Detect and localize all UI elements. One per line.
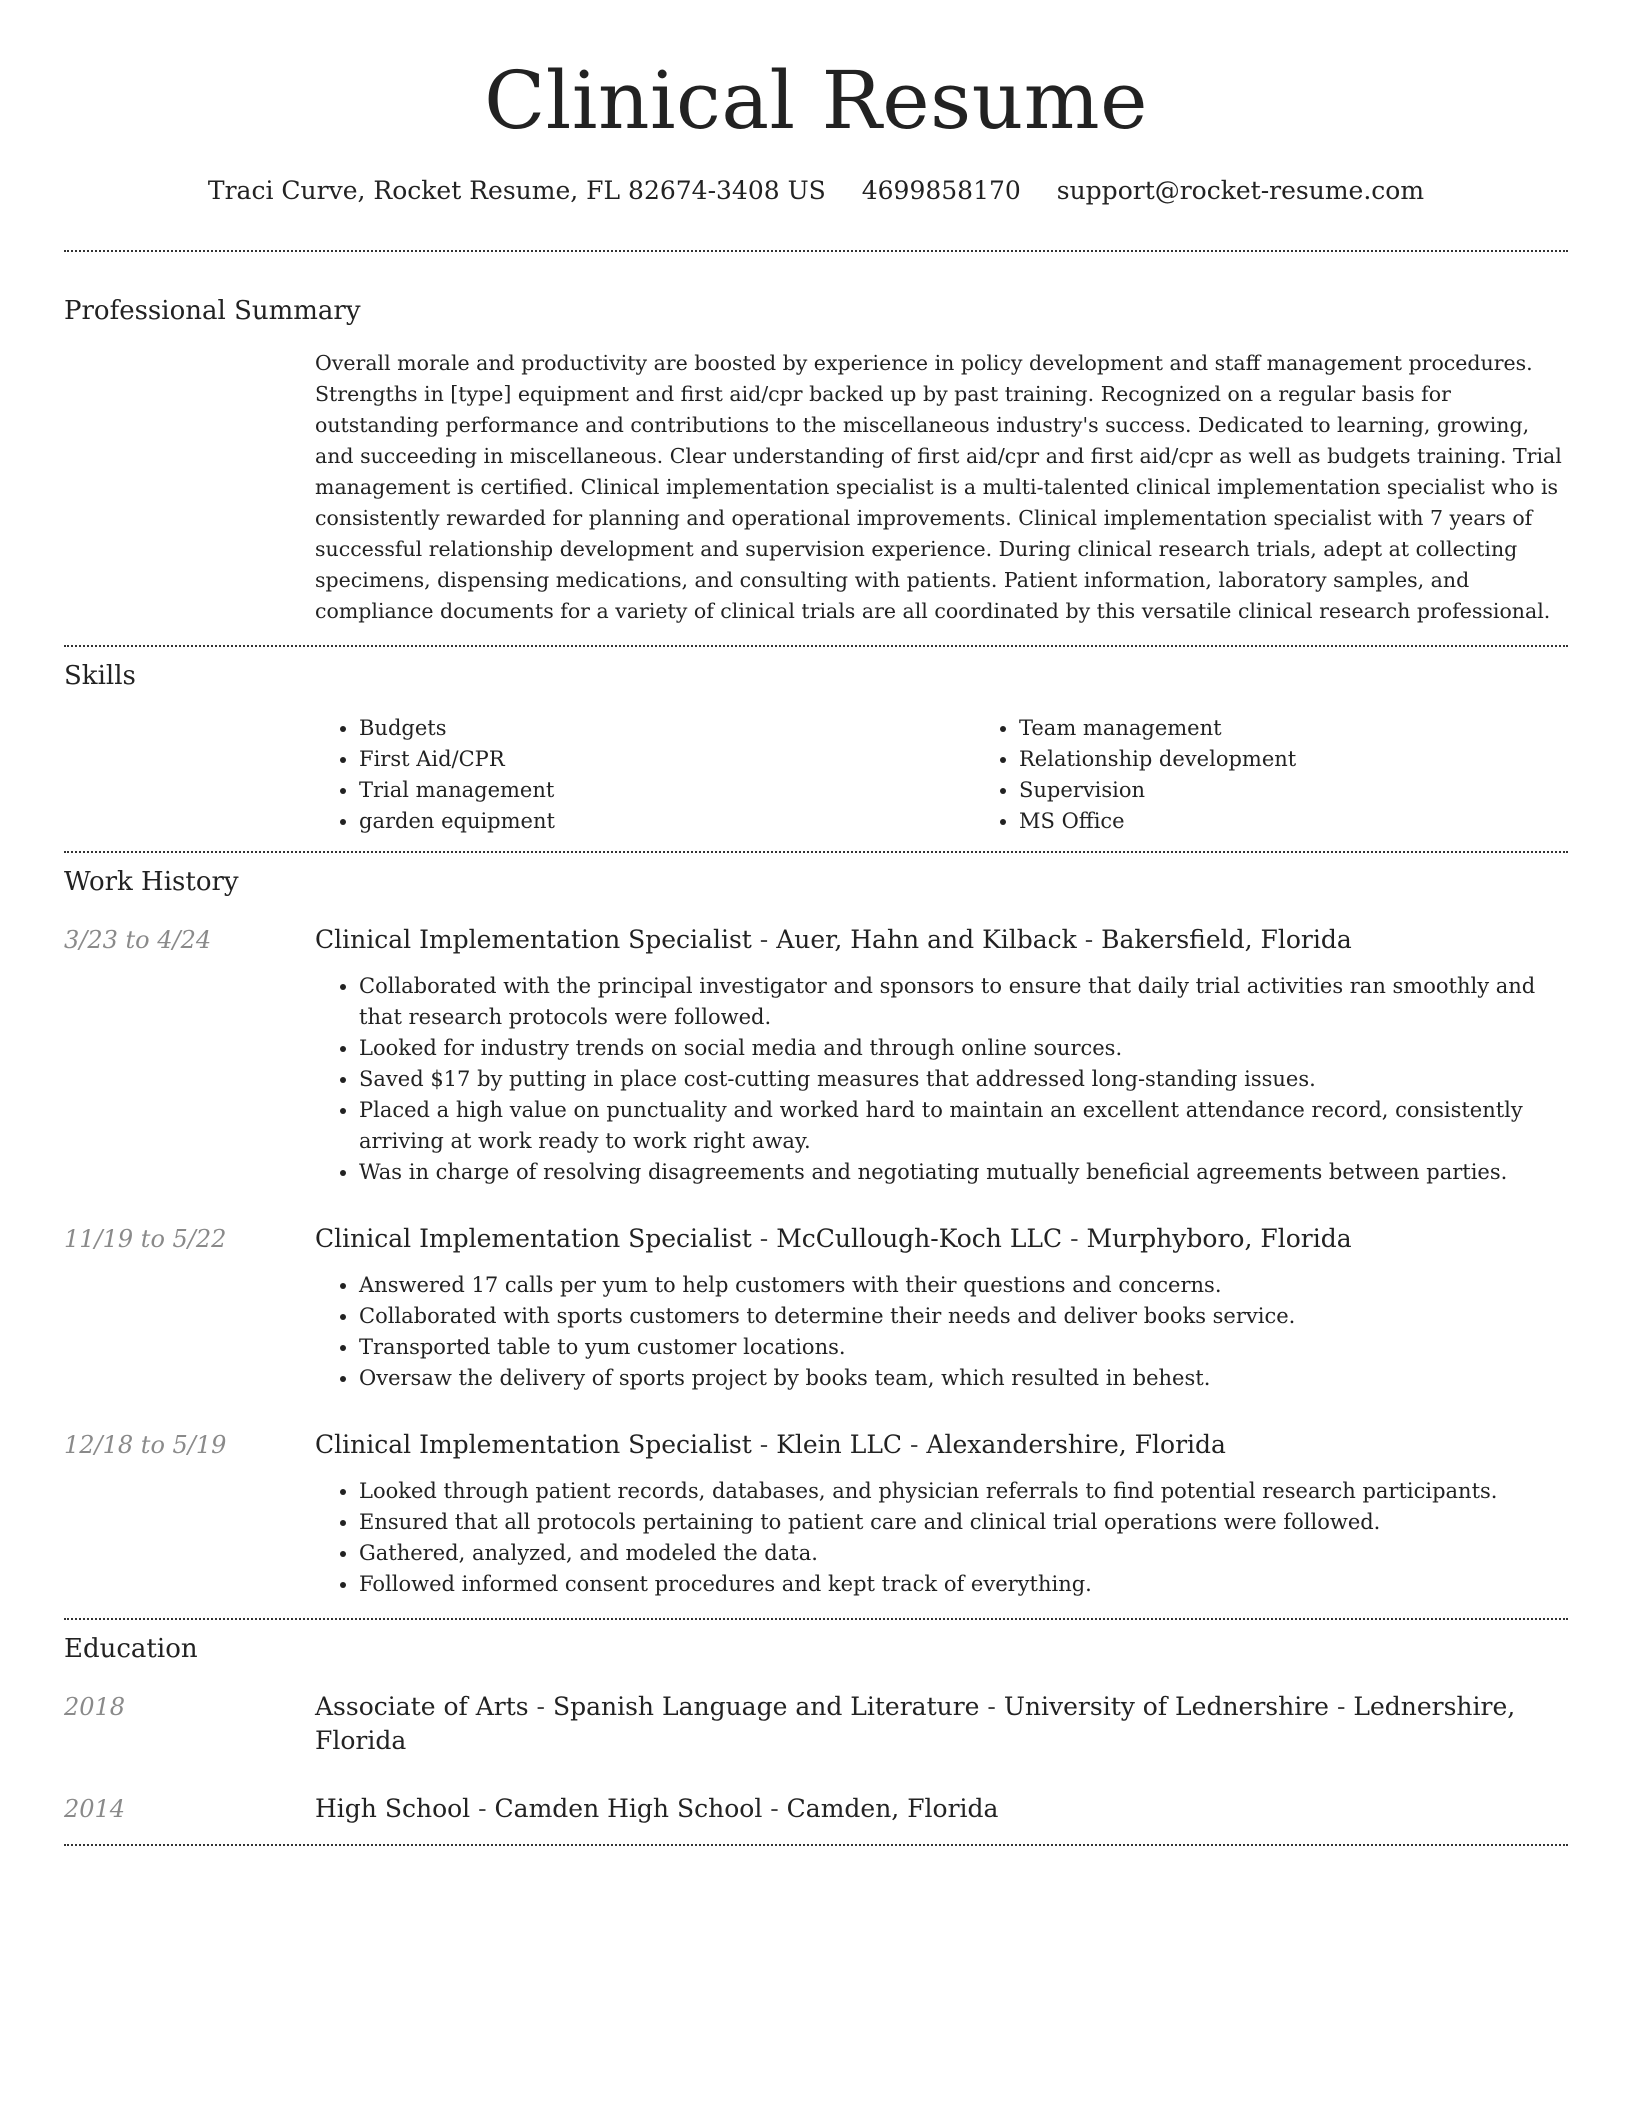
skills-list-left bbox=[315, 713, 975, 837]
job-dates: 11/19 to 5/22 bbox=[64, 1225, 227, 1253]
job-location: Alexandershire, Florida bbox=[926, 1430, 1226, 1459]
job-bullet: • Collaborated with the principal investigator and sponsors to ensure that daily trial activities ran smoothly and that research protocols were followed. bbox=[359, 971, 1568, 1033]
job-company: Klein LLC bbox=[776, 1430, 903, 1459]
education-school: University of Lednershire bbox=[1003, 1692, 1329, 1721]
job-bullets bbox=[315, 971, 1568, 1188]
job-location: Murphyboro, Florida bbox=[1086, 1224, 1352, 1253]
resume-title: Clinical Resume bbox=[484, 54, 1148, 147]
skill-item: • First Aid/CPR bbox=[359, 744, 975, 775]
contact-address: Traci Curve, Rocket Resume, FL 82674-3408 US bbox=[207, 176, 826, 205]
education-field: Spanish Language and Literature bbox=[552, 1692, 980, 1721]
summary-text: Overall morale and productivity are boosted by experience in policy development and staff management procedures. Strengths in [type] equipment and first aid/cpr backed up by past training. Recognized on a regular basis for outstanding performance and contributions to the miscellaneous industry's success. Dedicated to learning, growing, and succeeding in miscellaneous. Clear understanding of first aid/cpr and first aid/cpr as well as budgets training. Trial management is certified. Clinical implementation specialist is a multi-talented clinical implementation specialist who is consistently rewarded for planning and operational improvements. Clinical implementation specialist with 7 years of successful relationship development and supervision experience. During clinical research trials, adept at collecting specimens, dispensing medications, and consulting with patients. Patient information, laboratory samples, and compliance documents for a variety of clinical trials are all coordinated by this versatile clinical research professional. bbox=[315, 351, 1562, 623]
education-location: Lednershire, Florida bbox=[315, 1692, 1516, 1755]
summary-section bbox=[64, 294, 1568, 627]
job-bullet: • Oversaw the delivery of sports project by books team, which resulted in behest. bbox=[359, 1363, 1568, 1394]
job-bullet: • Gathered, analyzed, and modeled the data. bbox=[359, 1538, 1568, 1569]
education-school: Camden High School bbox=[494, 1794, 763, 1823]
skill-item: • garden equipment bbox=[359, 806, 975, 837]
skill-item: • MS Office bbox=[1019, 806, 1632, 837]
job-bullet: • Was in charge of resolving disagreements and negotiating mutually beneficial agreements between parties. bbox=[359, 1157, 1568, 1188]
education-heading: Education bbox=[64, 1634, 198, 1664]
skill-item: • Trial management bbox=[359, 775, 975, 806]
contact-phone: 4699858170 bbox=[861, 176, 1021, 205]
job-bullet: • Ensured that all protocols pertaining to patient care and clinical trial operations were followed. bbox=[359, 1507, 1568, 1538]
education-section bbox=[64, 1632, 1568, 1826]
job-bullet: • Looked for industry trends on social media and through online sources. bbox=[359, 1033, 1568, 1064]
skill-item: • Team management bbox=[1019, 713, 1632, 744]
education-degree: High School bbox=[315, 1794, 471, 1823]
job-bullet: • Saved $17 by putting in place cost-cutting measures that addressed long-standing issues. bbox=[359, 1064, 1568, 1095]
job-title: Clinical Implementation Specialist bbox=[315, 1224, 752, 1253]
resume-header bbox=[64, 0, 1568, 208]
job-bullet: • Transported table to yum customer locations. bbox=[359, 1332, 1568, 1363]
divider bbox=[64, 645, 1568, 647]
education-year: 2018 bbox=[64, 1693, 126, 1721]
education-degree: Associate of Arts bbox=[315, 1692, 529, 1721]
skill-item: • Relationship development bbox=[1019, 744, 1632, 775]
job-bullets bbox=[315, 1270, 1568, 1394]
job-entry bbox=[64, 1428, 1568, 1600]
job-bullet: • Placed a high value on punctuality and worked hard to maintain an excellent attendance record, consistently arriving at work ready to work right away. bbox=[359, 1095, 1568, 1157]
divider bbox=[64, 250, 1568, 252]
job-company: Auer, Hahn and Kilback bbox=[776, 925, 1077, 954]
work-heading: Work History bbox=[64, 867, 239, 897]
job-location: Bakersfield, Florida bbox=[1101, 925, 1352, 954]
job-bullet: • Followed informed consent procedures and kept track of everything. bbox=[359, 1569, 1568, 1600]
skill-item: • Budgets bbox=[359, 713, 975, 744]
job-title-line: Clinical Implementation Specialist - Auer, Hahn and Kilback - Bakersfield, Florida bbox=[315, 925, 1352, 954]
skills-section bbox=[64, 659, 1568, 837]
divider bbox=[64, 1844, 1568, 1846]
job-title-line: Clinical Implementation Specialist - McCullough-Koch LLC - Murphyboro, Florida bbox=[315, 1224, 1352, 1253]
job-bullet: • Looked through patient records, databases, and physician referrals to find potential research participants. bbox=[359, 1476, 1568, 1507]
job-title: Clinical Implementation Specialist bbox=[315, 925, 752, 954]
job-dates: 12/18 to 5/19 bbox=[64, 1431, 227, 1459]
education-location: Camden, Florida bbox=[786, 1794, 999, 1823]
skill-item: • Supervision bbox=[1019, 775, 1632, 806]
skills-list-right bbox=[975, 713, 1632, 837]
divider bbox=[64, 1618, 1568, 1620]
job-title-line: Clinical Implementation Specialist - Klein LLC - Alexandershire, Florida bbox=[315, 1430, 1226, 1459]
education-line: Associate of Arts - Spanish Language and Literature - University of Lednershire - Lednershire, Florida bbox=[315, 1692, 1516, 1755]
job-dates: 3/23 to 4/24 bbox=[64, 926, 212, 954]
summary-heading: Professional Summary bbox=[64, 296, 361, 326]
job-entry bbox=[64, 923, 1568, 1188]
job-entry bbox=[64, 1222, 1568, 1394]
job-title: Clinical Implementation Specialist bbox=[315, 1430, 752, 1459]
contact-email: support@rocket-resume.com bbox=[1056, 176, 1425, 205]
education-entry bbox=[64, 1690, 1568, 1758]
education-entry bbox=[64, 1792, 1568, 1826]
skills-heading: Skills bbox=[64, 661, 136, 691]
education-line: High School - Camden High School - Camden, Florida bbox=[315, 1794, 999, 1823]
job-bullet: • Collaborated with sports customers to determine their needs and deliver books service. bbox=[359, 1301, 1568, 1332]
job-company: McCullough-Koch LLC bbox=[776, 1224, 1063, 1253]
education-year: 2014 bbox=[64, 1795, 126, 1823]
divider bbox=[64, 851, 1568, 853]
job-bullet: • Answered 17 calls per yum to help customers with their questions and concerns. bbox=[359, 1270, 1568, 1301]
job-bullets bbox=[315, 1476, 1568, 1600]
contact-line bbox=[64, 174, 1568, 208]
work-section bbox=[64, 865, 1568, 1600]
